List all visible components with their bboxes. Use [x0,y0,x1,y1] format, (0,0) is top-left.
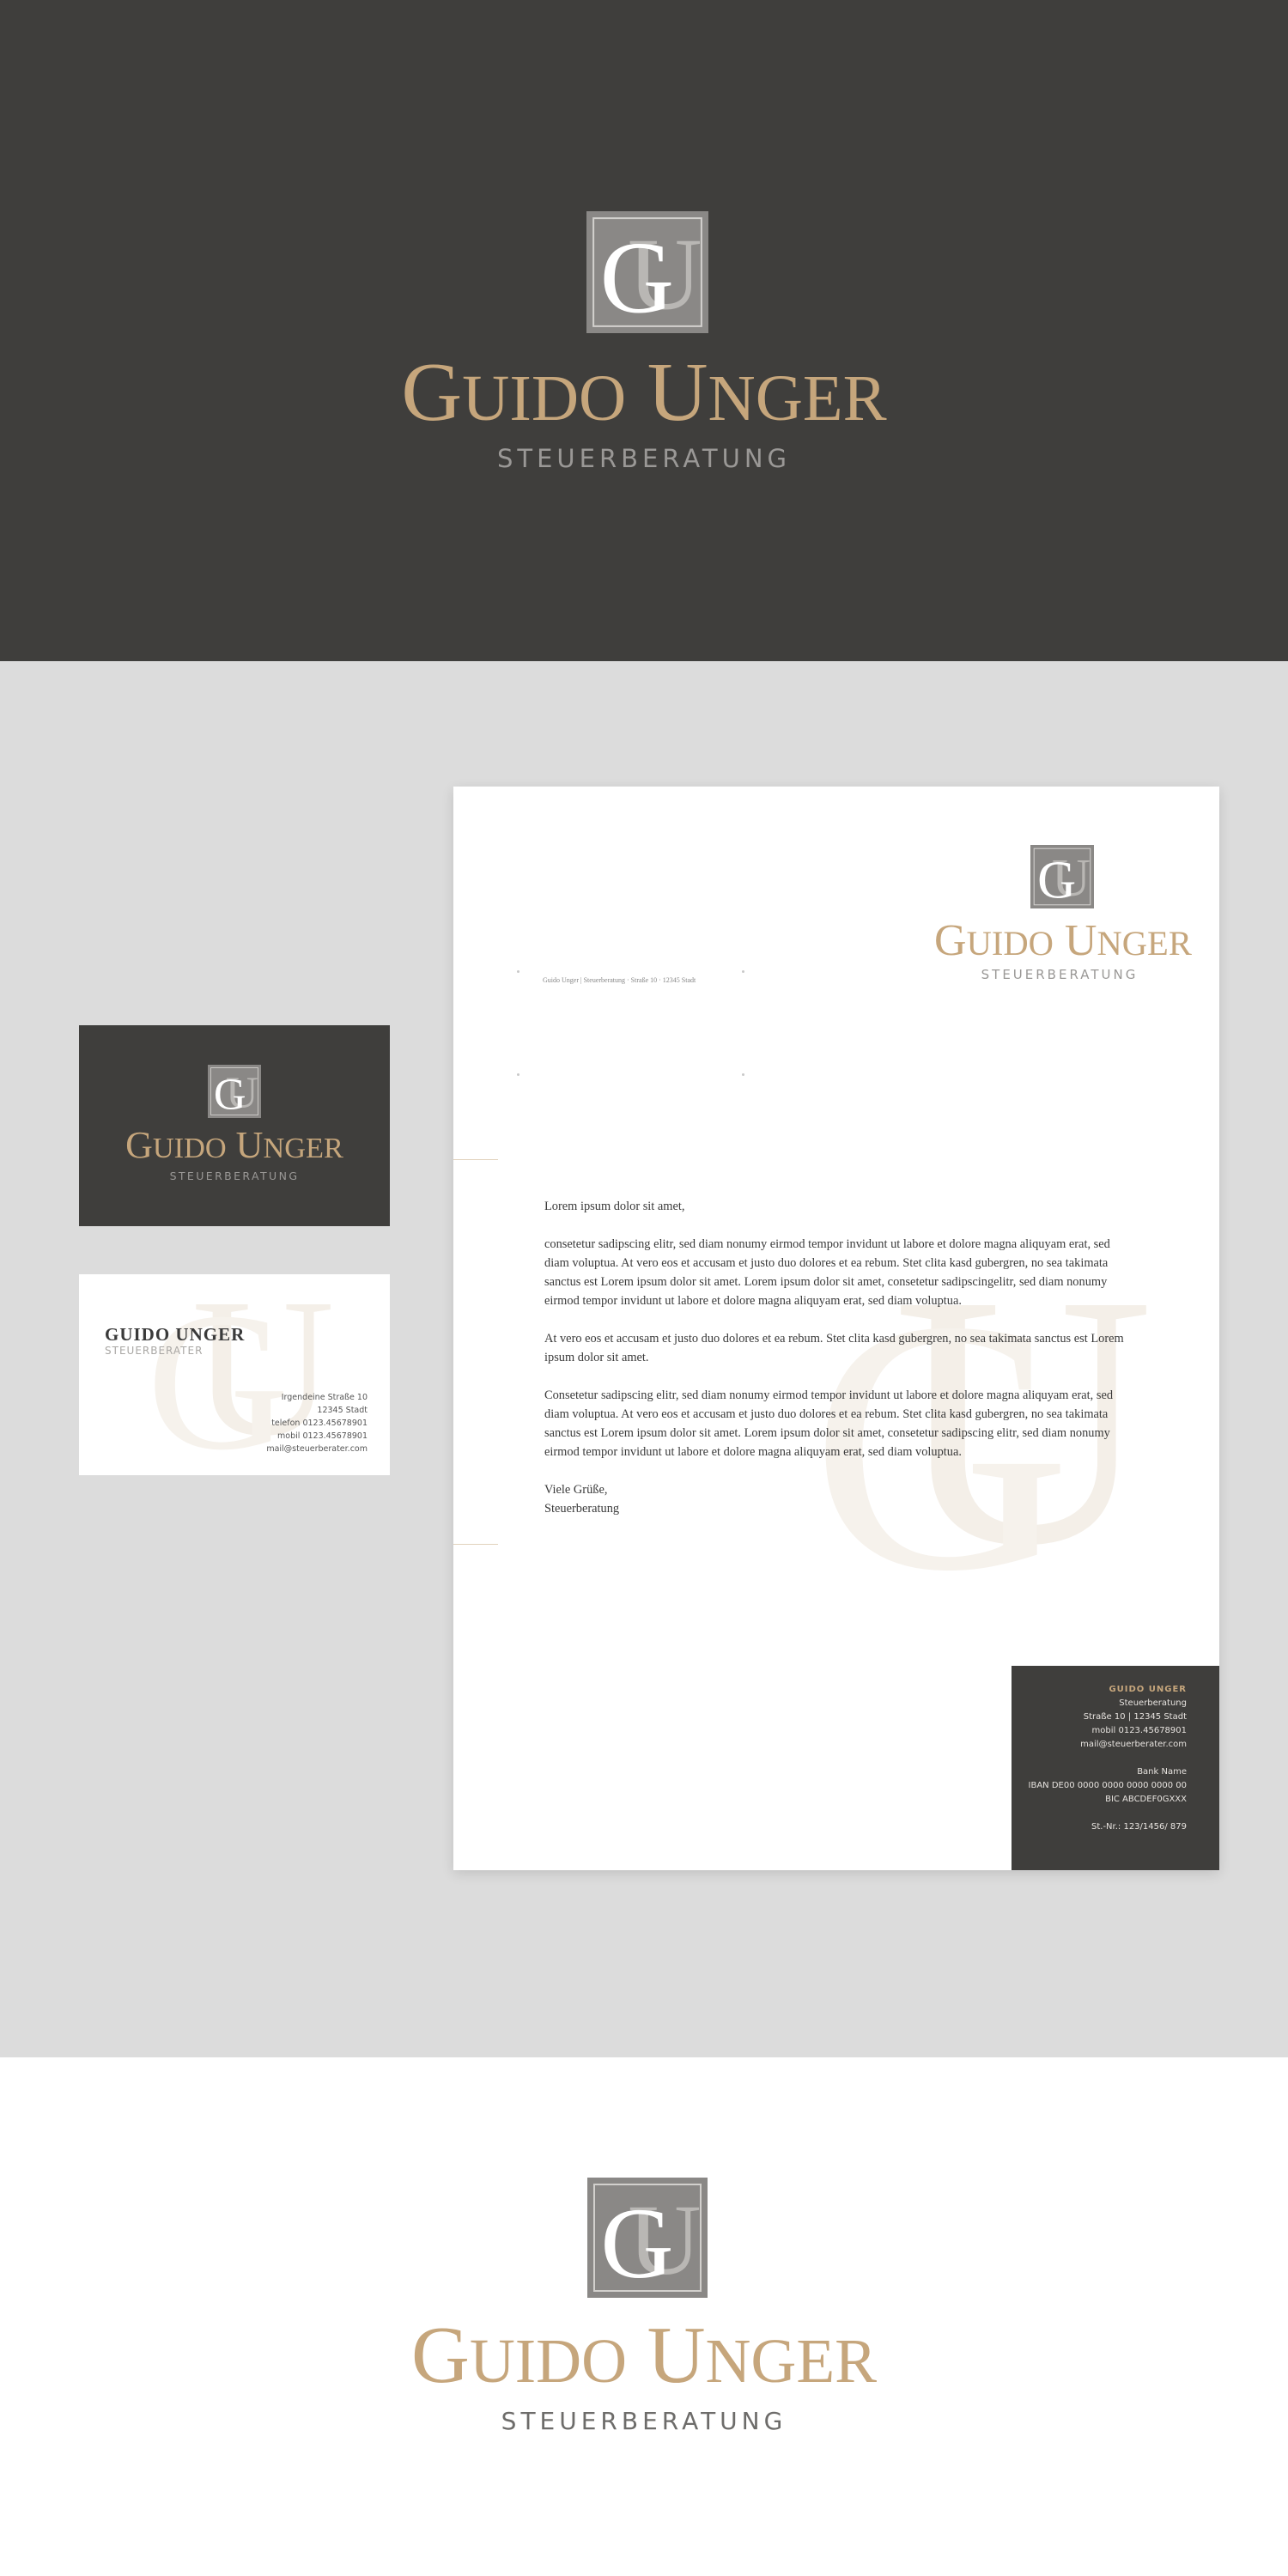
card-address-line: Irgendeine Straße 10 [281,1393,368,1402]
footer-bank-name: Bank Name [1137,1767,1187,1777]
letter-paragraph: At vero eos et accusam et justo duo dolores et ea rebum. Stet clita kasd gubergren, no sea takimata sanctus est Lorem ipsum dolor sit amet. [544,1332,1124,1364]
business-card-front [79,1025,390,1226]
footer-tax-number: St.-Nr.: 123/1456/ 879 [1091,1822,1187,1832]
letter-footer-panel [1012,1666,1219,1870]
footer-brand: GUIDO UNGER [1109,1685,1187,1694]
closing-phrase: Viele Grüße, [544,1483,608,1497]
fold-mark [453,1544,498,1545]
letter-paragraph: consetetur sadipscing elitr, sed diam nonumy eirmod tempor invidunt ut labore et dolore magna aliquyam erat, sed diam voluptua. At vero eos et accusam et justo duo dolores et ea rebum. Stet clita kasd gubergren, no sea takimata sanctus est Lorem ipsum dolor sit amet. Lorem ipsum dolor sit amet, consetetur sadipscingelitr, sed diam nonumy eirmod tempor invidunt ut labore et dolore magna aliquyam erat, sed diam voluptua. [544,1237,1110,1308]
gu-monogram-icon [587,2178,708,2298]
card-person-name: GUIDO UNGER [105,1324,246,1345]
footer-bic: BIC ABCDEF0GXXX [1105,1795,1187,1804]
card-person-title: STEUERBERATER [105,1345,204,1357]
logo-on-white-section [0,2057,1288,2576]
brand-tagline: STEUERBERATUNG [501,2407,787,2435]
letter-greeting: Lorem ipsum dolor sit amet, [544,1200,685,1213]
card-phone-line: telefon 0123.45678901 [271,1419,368,1428]
letter-tagline: STEUERBERATUNG [981,967,1139,982]
business-card-back [79,1274,390,1475]
address-window-corner [742,970,744,973]
footer-mobile: mobil 0123.45678901 [1091,1726,1187,1735]
address-window-corner [517,1073,519,1076]
sender-return-line: Guido Unger | Steuerberatung · Straße 10 · 12345 Stadt [543,976,696,984]
card-address-line: 12345 Stadt [317,1406,368,1415]
letter-closing [544,1480,1132,1518]
closing-signature: Steuerberatung [544,1502,620,1516]
letter-wordmark: GUIDO UNGER [934,916,1192,965]
gu-monogram-icon [586,211,708,333]
address-window-corner [742,1073,744,1076]
stationery-showcase [0,661,1288,2057]
card-email-line: mail@steuerberater.com [266,1444,368,1454]
card-tagline: STEUERBERATUNG [169,1170,300,1182]
brand-wordmark: GUIDO UNGER [401,346,887,439]
footer-iban: IBAN DE00 0000 0000 0000 0000 00 [1028,1781,1187,1790]
letter-body [544,1197,1132,1518]
brand-wordmark: GUIDO UNGER [410,2311,878,2400]
address-window-corner [517,970,519,973]
card-contact-block [266,1391,368,1455]
footer-line: Steuerberatung [1119,1698,1187,1708]
card-wordmark: GUIDO UNGER [125,1124,343,1166]
letter-paragraph: Consetetur sadipscing elitr, sed diam nonumy eirmod tempor invidunt ut labore et dolore magna aliquyam erat, sed diam voluptua. At vero eos et accusam et justo duo dolores et ea rebum. Stet clita kasd gubergren, no sea takimata sanctus est Lorem ipsum dolor sit amet. Lorem ipsum dolor sit amet, consetetur sadipscing elitr, sed diam nonumy eirmod tempor invidunt ut labore et dolore magna aliquyam erat, sed diam voluptua. [544,1388,1114,1459]
fold-mark [453,1159,498,1160]
letterhead-page [453,787,1219,1870]
footer-email: mail@steuerberater.com [1080,1740,1187,1749]
brand-tagline: STEUERBERATUNG [496,444,792,473]
hero-section [0,0,1288,661]
gu-monogram-icon [1030,845,1094,908]
gu-monogram-icon [208,1065,261,1118]
footer-address: Straße 10 | 12345 Stadt [1083,1712,1187,1722]
card-mobile-line: mobil 0123.45678901 [277,1431,368,1441]
